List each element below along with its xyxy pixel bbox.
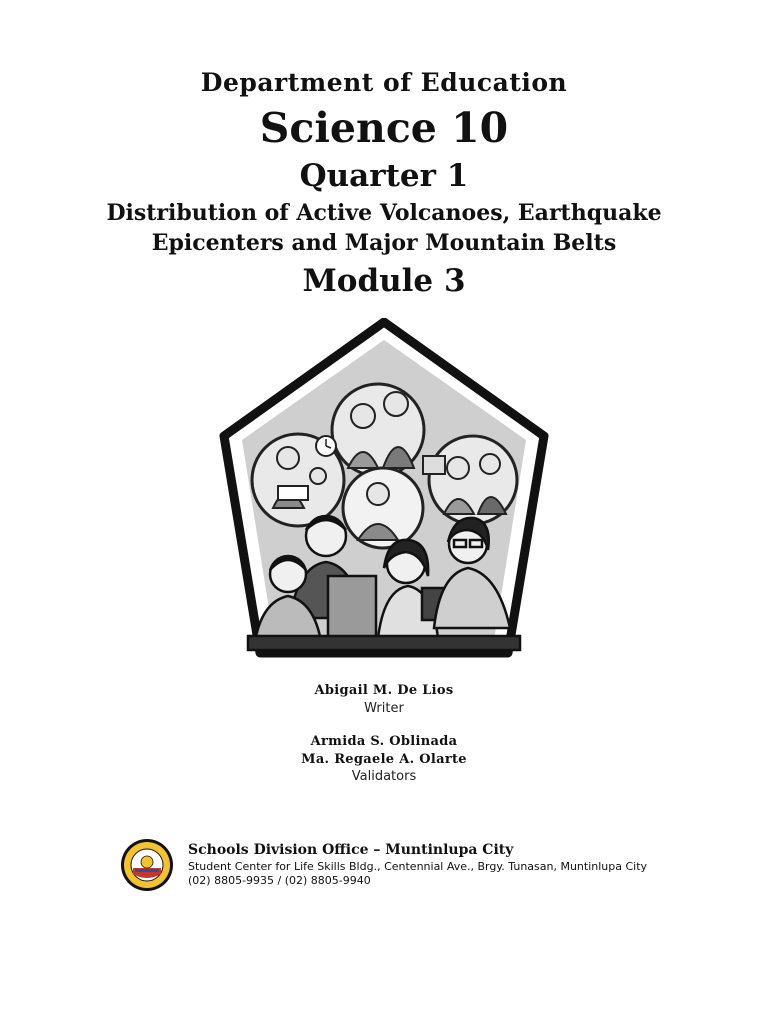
department-heading: Department of Education — [200, 68, 568, 97]
office-name: Schools Division Office – Muntinlupa City — [188, 842, 514, 858]
validator-name-1: Armida S. Oblinada — [310, 734, 458, 749]
topic-title-line1: Distribution of Active Volcanoes, Earthquake — [106, 200, 662, 226]
validators-role: Validators — [351, 769, 417, 784]
module-label: Module 3 — [302, 263, 466, 299]
writer-role: Writer — [364, 701, 404, 716]
office-address: Student Center for Life Skills Bldg., Centennial Ave., Brgy. Tunasan, Muntinlupa City — [188, 860, 648, 873]
validator-name-2: Ma. Regaele A. Olarte — [301, 752, 467, 767]
cover-illustration — [218, 318, 550, 658]
office-phones: (02) 8805-9935 / (02) 8805-9940 — [188, 874, 371, 887]
writer-name: Abigail M. De Lios — [314, 683, 454, 698]
topic-title-line2: Epicenters and Major Mountain Belts — [151, 230, 617, 256]
quarter-label: Quarter 1 — [299, 158, 469, 194]
subject-title: Science 10 — [259, 104, 509, 152]
division-seal-icon — [120, 838, 174, 892]
